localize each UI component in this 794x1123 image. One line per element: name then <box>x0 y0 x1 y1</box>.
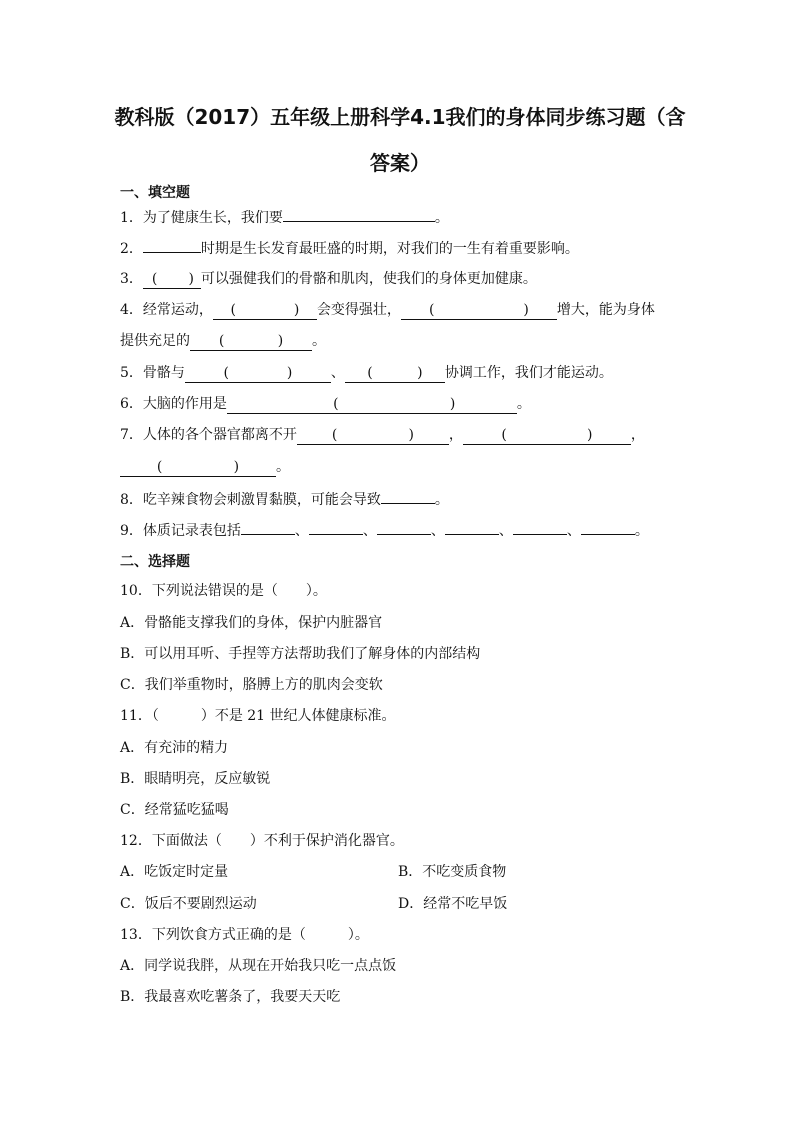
question-4: 4．经常运动， ( ) 会变得强壮， ( ) 增大，能为身体 <box>120 302 655 318</box>
question-8: 8．吃辛辣食物会刺激胃黏膜，可能会导致 。 <box>120 489 449 509</box>
question-13-stem: 13．下列饮食方式正确的是（ ）。 <box>120 927 369 943</box>
question-1: 1．为了健康生长，我们要 。 <box>120 207 449 227</box>
question-12-option-d[interactable]: D．经常不吃早饭 <box>398 896 508 912</box>
section-fill-in-blank-heading: 一、填空题 <box>120 185 190 201</box>
question-11-stem: 11．（ ）不是 21 世纪人体健康标准。 <box>120 708 396 724</box>
question-3-text: 可以强健我们的骨骼和肌肉，使我们的身体更加健康。 <box>200 271 537 287</box>
question-10-stem: 10．下列说法错误的是（ ）。 <box>120 583 327 599</box>
answer-blank[interactable]: ( ) <box>401 301 557 320</box>
question-10-option-c[interactable]: C．我们举重物时，胳膊上方的肌肉会变软 <box>120 677 383 693</box>
page-title-line2: 答案） <box>370 151 430 175</box>
question-2-text: 时期是生长发育最旺盛的时期，对我们的一生有着重要影响。 <box>200 241 579 257</box>
question-6: 6．大脑的作用是 ( ) 。 <box>120 396 531 412</box>
answer-blank[interactable] <box>445 520 499 535</box>
answer-blank[interactable] <box>377 520 431 535</box>
question-7-continued: ( ) 。 <box>120 458 290 477</box>
question-10-option-a[interactable]: A．骨骼能支撑我们的身体，保护内脏器官 <box>120 615 383 631</box>
answer-blank[interactable]: ( ) <box>190 332 312 351</box>
question-13-option-b[interactable]: B．我最喜欢吃薯条了，我要天天吃 <box>120 989 341 1005</box>
answer-blank[interactable]: ( ) <box>297 426 449 445</box>
answer-blank[interactable] <box>309 520 363 535</box>
question-5: 5．骨骼与 ( ) 、 ( ) 协调工作，我们才能运动。 <box>120 365 613 381</box>
answer-blank[interactable] <box>241 520 295 535</box>
answer-blank[interactable] <box>381 489 435 504</box>
answer-blank[interactable]: ( ) <box>213 301 317 320</box>
answer-blank[interactable] <box>581 520 635 535</box>
answer-blank[interactable]: ( ) <box>463 426 631 445</box>
question-12-option-a[interactable]: A．吃饭定时定量 <box>120 864 229 880</box>
question-3: 3． ( ) 可以强健我们的骨骼和肌肉，使我们的身体更加健康。 <box>120 271 537 287</box>
question-12-option-b[interactable]: B．不吃变质食物 <box>398 864 507 880</box>
question-9-text: 9．体质记录表包括 <box>120 523 241 539</box>
question-11-option-c[interactable]: C．经常猛吃猛喝 <box>120 802 229 818</box>
answer-blank[interactable]: ( ) <box>345 364 445 383</box>
question-2: 2． 时期是生长发育最旺盛的时期，对我们的一生有着重要影响。 <box>120 238 579 258</box>
answer-blank[interactable]: ( ) <box>185 364 331 383</box>
question-8-text: 8．吃辛辣食物会刺激胃黏膜，可能会导致 <box>120 492 381 508</box>
question-12-stem: 12．下面做法（ ）不利于保护消化器官。 <box>120 833 404 849</box>
answer-blank[interactable]: ( ) <box>227 395 517 414</box>
answer-blank[interactable] <box>283 207 435 222</box>
question-13-option-a[interactable]: A．同学说我胖，从现在开始我只吃一点点饭 <box>120 958 397 974</box>
answer-blank[interactable] <box>143 238 201 253</box>
question-11-option-b[interactable]: B．眼睛明亮，反应敏锐 <box>120 771 271 787</box>
page-title-line1: 教科版（2017）五年级上册科学4.1我们的身体同步练习题（含 <box>114 105 686 129</box>
answer-blank[interactable]: ( ) <box>143 270 201 289</box>
question-10-option-b[interactable]: B．可以用耳听、手捏等方法帮助我们了解身体的内部结构 <box>120 646 481 662</box>
question-11-option-a[interactable]: A．有充沛的精力 <box>120 740 229 756</box>
question-7: 7．人体的各个器官都离不开 ( ) ， ( ) ， <box>120 427 645 443</box>
answer-blank[interactable] <box>513 520 567 535</box>
question-12-option-c[interactable]: C．饭后不要剧烈运动 <box>120 896 257 912</box>
answer-blank[interactable]: ( ) <box>120 458 276 477</box>
section-multiple-choice-heading: 二、选择题 <box>120 554 190 570</box>
question-1-text: 1．为了健康生长，我们要 <box>120 210 283 226</box>
question-9: 9．体质记录表包括 、 、 、 、 、 。 <box>120 520 649 540</box>
question-4-continued: 提供充足的 ( ) 。 <box>120 333 326 349</box>
